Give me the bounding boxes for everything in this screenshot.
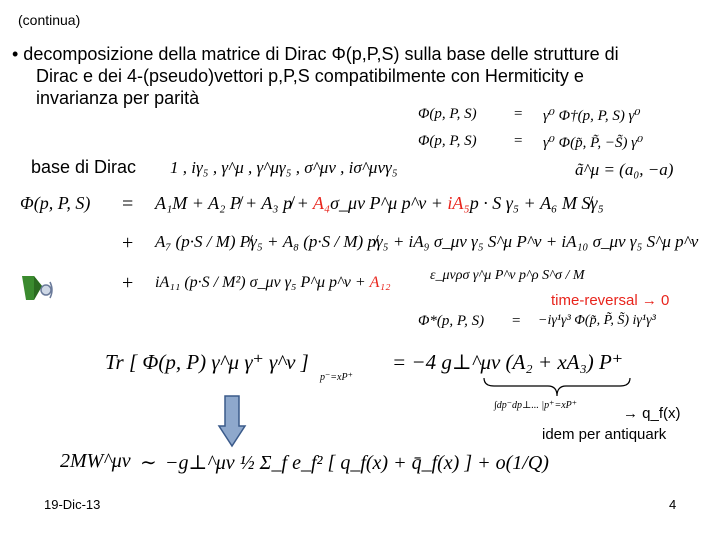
dirac-structures: 1 , iγ₅ , γ^μ , γ^μγ₅ , σ^μν , iσ^μνγ₅ bbox=[170, 158, 398, 177]
parity-lhs: Φ(p, P, S) bbox=[418, 133, 477, 149]
qf-arrow-label: → q_f(x) bbox=[623, 405, 681, 422]
bullet-paragraph bbox=[12, 43, 702, 109]
result-rhs: −g⊥^μν ½ Σ_f e_f² [ q_f(x) + q̄_f(x) ] + o(1/Q) bbox=[165, 452, 549, 474]
row1-part-c: p · S γ₅ + A₆ M S̸γ₅ bbox=[469, 193, 604, 213]
bullet-line-3: invarianza per parità bbox=[36, 88, 200, 108]
phi-lhs: Φ(p, P, S) bbox=[20, 193, 91, 213]
row1-part-b: σ_μν P^μ p^ν + bbox=[330, 193, 448, 213]
decomposition-row-3 bbox=[155, 274, 391, 292]
time-reversal-lhs: Φ*(p, P, S) bbox=[418, 313, 485, 329]
underbrace-icon bbox=[482, 376, 632, 398]
decomposition-row-1 bbox=[155, 193, 604, 214]
trace-subscript: p⁻=xP⁺ bbox=[320, 372, 353, 383]
a12-coefficient: A₁₂ bbox=[369, 274, 391, 291]
dirac-base-label: base di Dirac bbox=[31, 157, 137, 177]
a4-coefficient: A₄ bbox=[312, 193, 331, 213]
trace-lhs: Tr [ Φ(p, P) γ^μ γ⁺ γ^ν ] bbox=[105, 350, 309, 374]
row3-part-a: iA₁₁ (p·S / M²) σ_μν γ₅ P^μ p^ν + bbox=[155, 274, 370, 291]
parity-eq: = bbox=[514, 133, 523, 149]
integral-annotation: ∫dp⁻dp⊥... |p⁺=xP⁺ bbox=[494, 400, 578, 411]
bullet-line-1: • decomposizione della matrice di Dirac Φ(p,P,S) sulla base delle strutture di bbox=[12, 44, 619, 64]
time-reversal-label: time-reversal → 0 bbox=[551, 292, 670, 309]
result-sim: ∼ bbox=[140, 452, 157, 474]
plus-sign-3: + bbox=[122, 272, 134, 294]
time-reversal-eq: = bbox=[512, 313, 521, 329]
parity-rhs: γ⁰ Φ(p̃, P̃, −S̃) γ⁰ bbox=[543, 135, 644, 151]
time-reversal-rhs: −iγ¹γ³ Φ(p̃, P̃, S̃) iγ¹γ³ bbox=[538, 313, 656, 328]
sound-speaker-icon[interactable] bbox=[20, 272, 56, 304]
result-lhs: 2MW^μν bbox=[60, 450, 131, 472]
down-arrow-icon bbox=[217, 394, 247, 448]
decomposition-eq: = bbox=[122, 193, 134, 215]
row3-epsilon-term: ε_μνρσ γ^μ P^ν p^ρ S^σ / M bbox=[430, 268, 585, 283]
row1-part-a: A₁M + A₂ P̸ + A₃ p̸ + bbox=[155, 193, 313, 213]
a-tilde-definition: ã^μ = (a₀, −a) bbox=[575, 160, 674, 179]
footer-date: 19-Dic-13 bbox=[44, 497, 101, 512]
hermiticity-rhs-1: γ⁰ Φ†(p, P, S) γ⁰ bbox=[543, 108, 641, 124]
ia5-coefficient: iA₅ bbox=[447, 193, 470, 213]
trace-rhs: = −4 g⊥^μν (A₂ + xA₃) P⁺ bbox=[392, 350, 623, 374]
decomposition-row-2: A₇ (p·S / M) P̸γ₅ + A₈ (p·S / M) p̸γ₅ + iA₉ σ_μν γ₅ S^μ P^ν + iA₁₀ σ_μν γ₅ S^μ p^ν bbox=[155, 232, 699, 251]
plus-sign-2: + bbox=[122, 232, 134, 254]
antiquark-label: idem per antiquark bbox=[542, 426, 667, 443]
bullet-line-2: Dirac e dei 4-(pseudo)vettori p,P,S compatibilmente con Hermiticity e bbox=[36, 66, 584, 86]
hermiticity-lhs-1: Φ(p, P, S) bbox=[418, 106, 477, 122]
continua-label: (continua) bbox=[18, 12, 81, 28]
page-number: 4 bbox=[669, 497, 677, 512]
hermiticity-eq-1: = bbox=[514, 106, 523, 122]
